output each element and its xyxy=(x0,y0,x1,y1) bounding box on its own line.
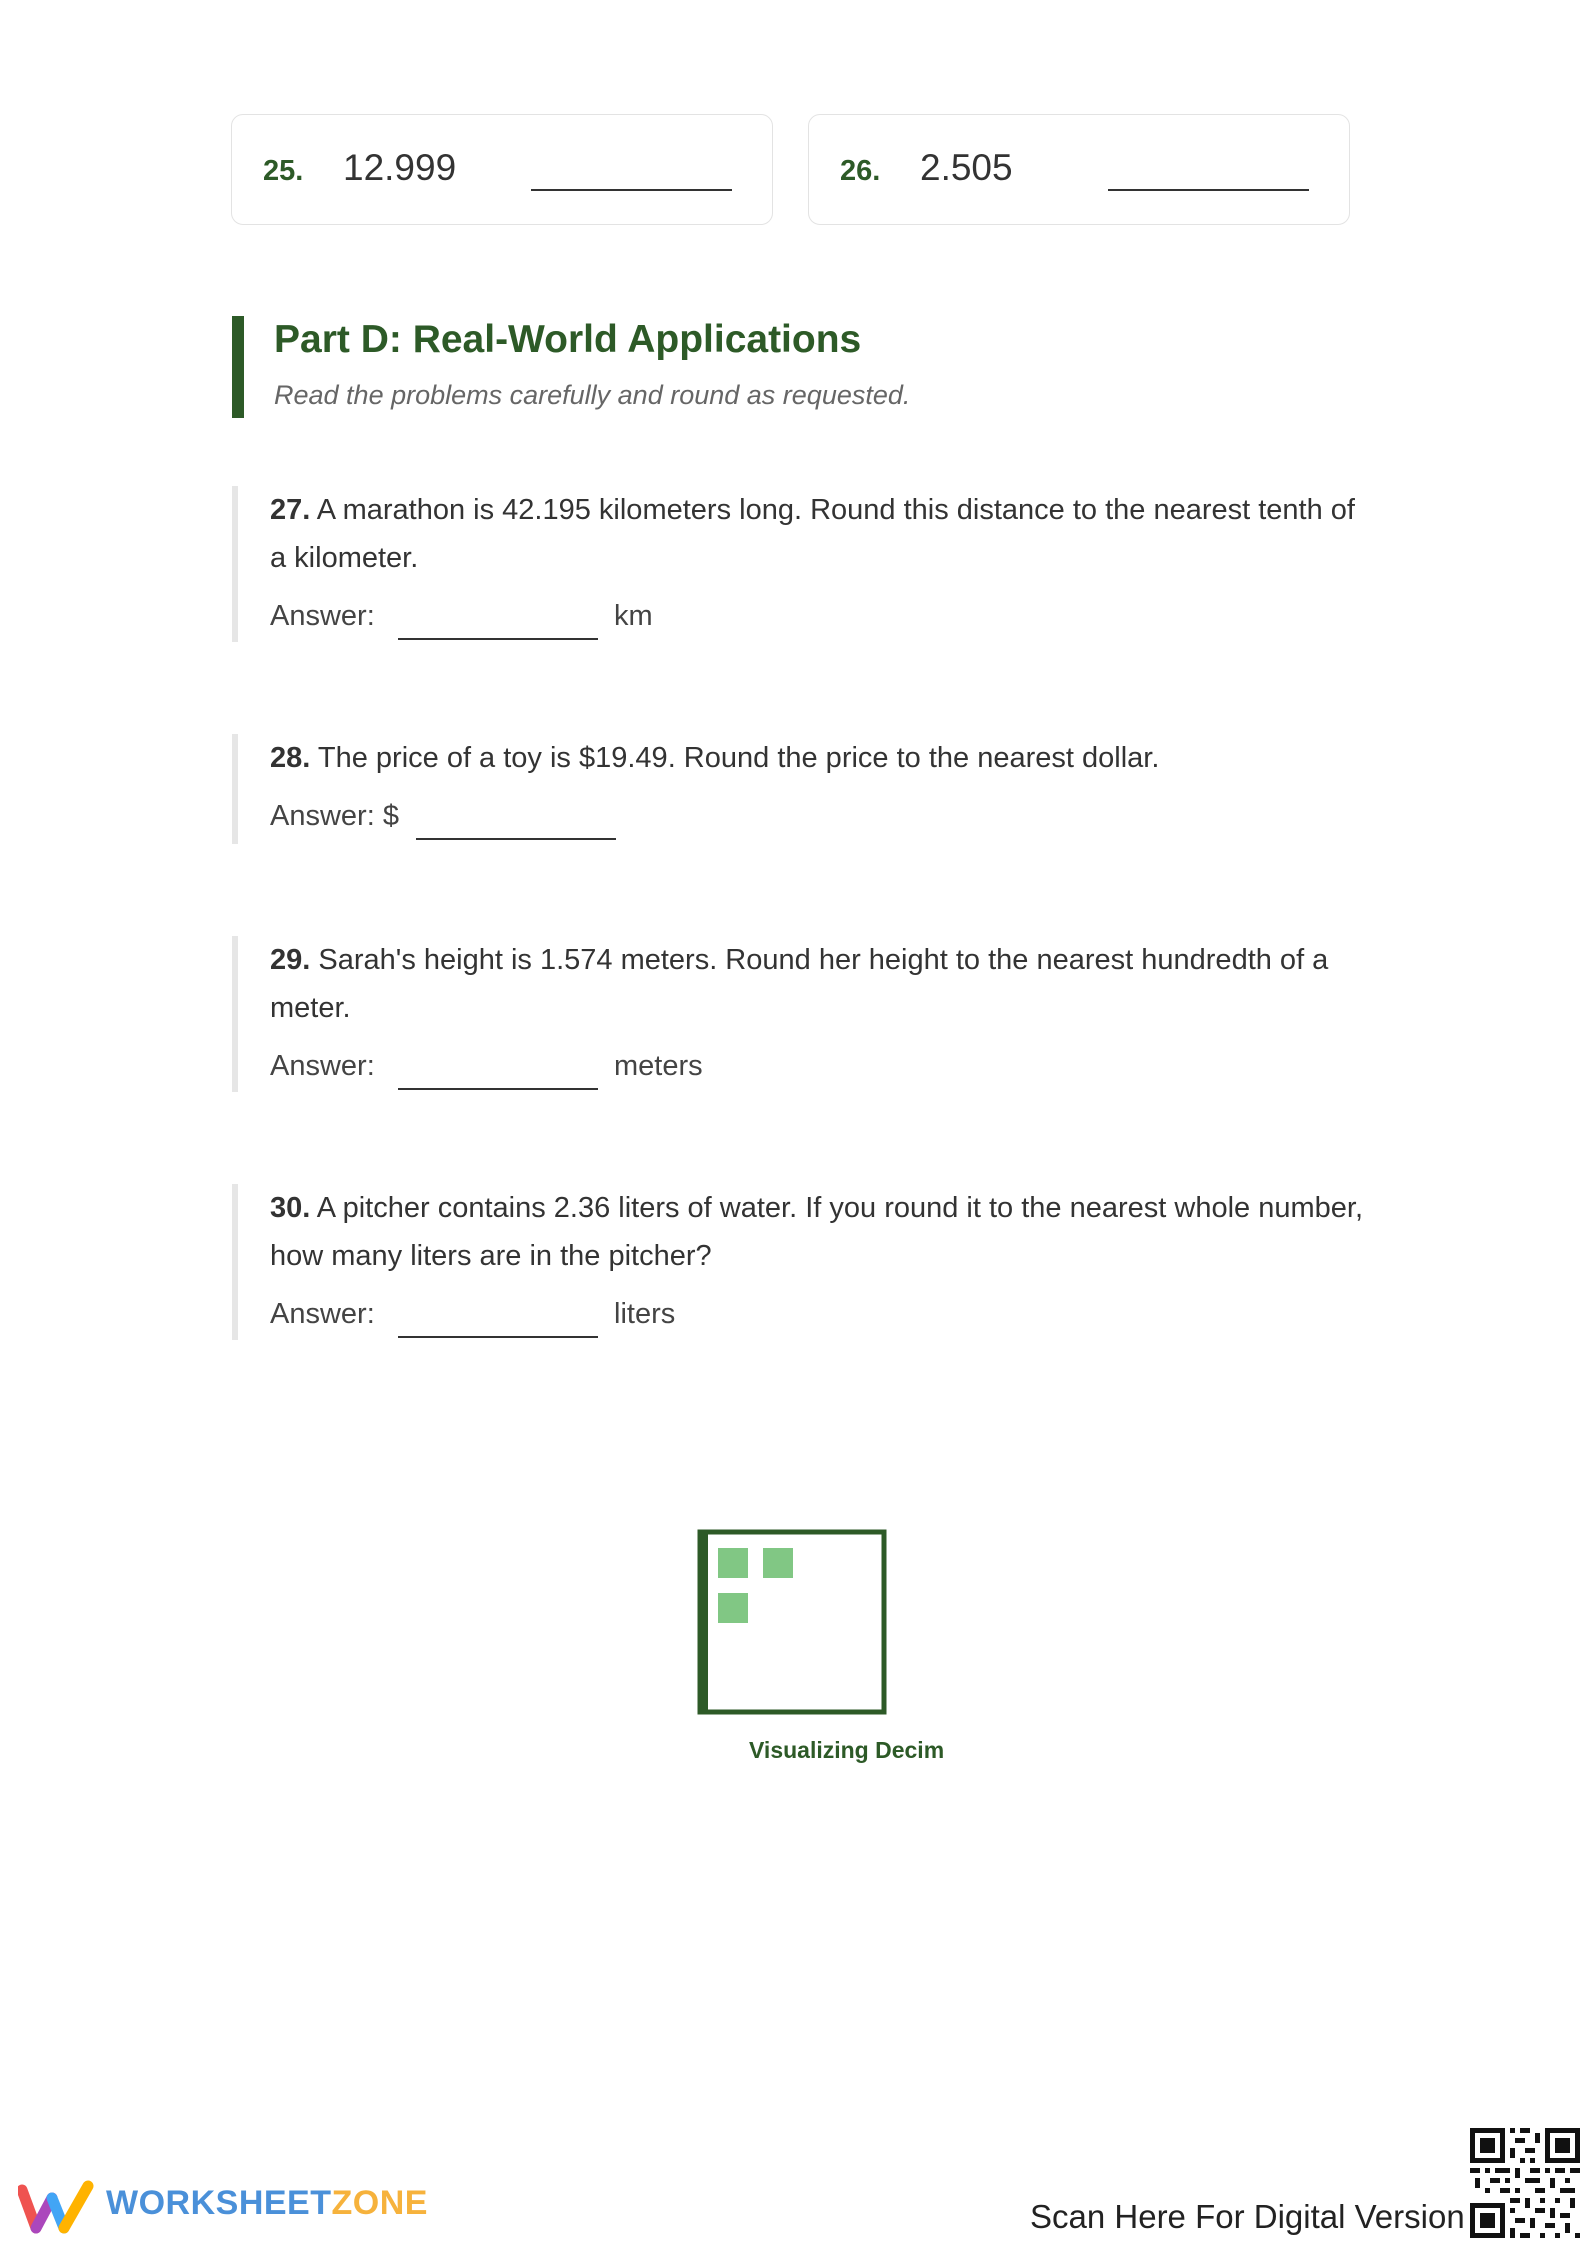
logo-text-worksheet: WORKSHEET xyxy=(106,2184,332,2222)
decimal-grid-figure xyxy=(696,1528,888,1716)
shaded-square xyxy=(718,1593,748,1623)
section-title: Part D: Real-World Applications xyxy=(274,318,862,361)
item-number: 26. xyxy=(840,155,881,187)
problem-number: 28. xyxy=(270,742,311,774)
rounding-card-26 xyxy=(808,114,1350,225)
answer-label: Answer: $ xyxy=(270,800,399,832)
problem-question: A marathon is 42.195 kilometers long. Round this distance to the nearest tenth of a kilometer. xyxy=(270,494,1355,574)
problem-number: 30. xyxy=(270,1192,311,1224)
problem-27 xyxy=(232,486,1372,642)
answer-blank[interactable] xyxy=(1108,189,1309,191)
answer-blank[interactable] xyxy=(398,638,598,640)
rounding-card-25 xyxy=(231,114,773,225)
grid-frame-edge xyxy=(699,1531,708,1713)
problem-28 xyxy=(232,734,1372,844)
problem-text xyxy=(270,936,1370,1032)
problem-29 xyxy=(232,936,1372,1092)
worksheetzone-logo[interactable] xyxy=(18,2180,438,2236)
problem-question: Sarah's height is 1.574 meters. Round her height to the nearest hundredth of a meter. xyxy=(270,944,1329,1024)
shaded-square xyxy=(763,1548,793,1578)
problem-number: 27. xyxy=(270,494,311,526)
answer-label: Answer: xyxy=(270,1050,375,1082)
qr-code-icon[interactable] xyxy=(1470,2128,1580,2238)
problem-text xyxy=(270,486,1370,582)
section-subtitle: Read the problems carefully and round as requested. xyxy=(274,380,911,410)
section-header xyxy=(232,316,1232,418)
answer-blank[interactable] xyxy=(531,189,732,191)
item-value: 2.505 xyxy=(920,147,1013,188)
problem-question: The price of a toy is $19.49. Round the price to the nearest dollar. xyxy=(317,742,1160,774)
answer-blank[interactable] xyxy=(416,838,616,840)
logo-wordmark xyxy=(106,2184,428,2223)
answer-unit: liters xyxy=(614,1298,676,1330)
answer-unit: meters xyxy=(614,1050,703,1082)
answer-unit: km xyxy=(614,600,653,632)
problem-text xyxy=(270,734,1370,782)
problem-30 xyxy=(232,1184,1372,1340)
problem-text xyxy=(270,1184,1370,1280)
problem-question: A pitcher contains 2.36 liters of water. If you round it to the nearest whole number, how many liters are in the pitcher? xyxy=(270,1192,1364,1272)
scan-caption: Scan Here For Digital Version xyxy=(1030,2198,1465,2235)
answer-blank[interactable] xyxy=(398,1336,598,1338)
answer-label: Answer: xyxy=(270,1298,375,1330)
logo-w-icon xyxy=(18,2180,94,2236)
item-value: 12.999 xyxy=(343,147,457,188)
shaded-square xyxy=(718,1548,748,1578)
figure-caption: Visualizing Decim xyxy=(749,1737,945,1763)
logo-text-zone: ZONE xyxy=(331,2184,428,2222)
answer-label: Answer: xyxy=(270,600,375,632)
item-number: 25. xyxy=(263,155,304,187)
problem-number: 29. xyxy=(270,944,311,976)
answer-blank[interactable] xyxy=(398,1088,598,1090)
